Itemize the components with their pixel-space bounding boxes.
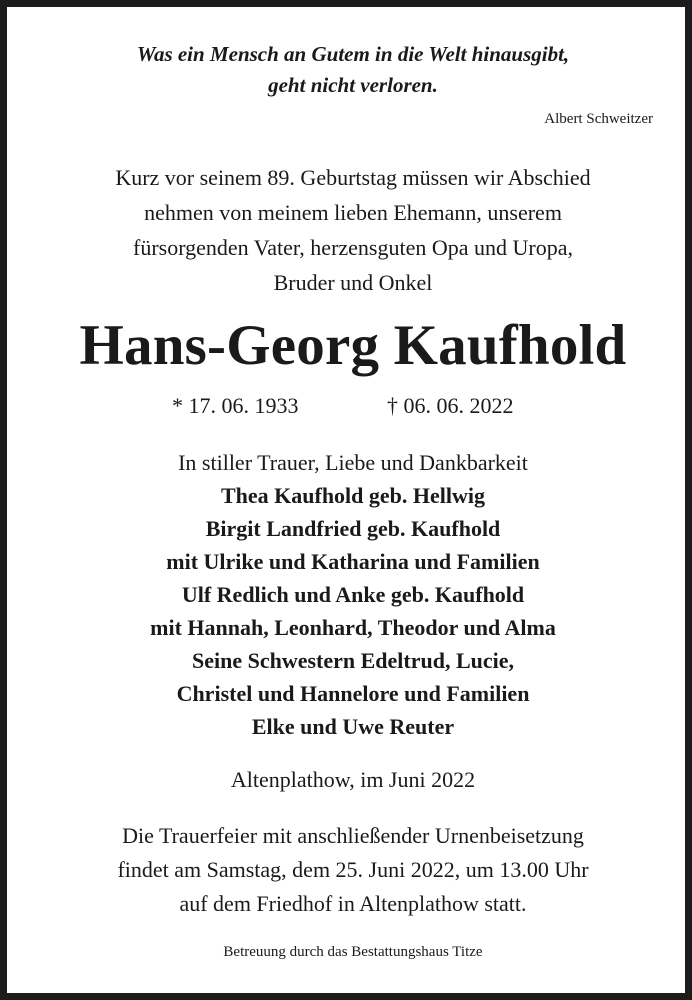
mourner-line: Birgit Landfried geb. Kaufhold	[205, 516, 501, 541]
mourner-line: Thea Kaufhold geb. Hellwig	[220, 483, 486, 508]
mourning-section	[7, 446, 692, 743]
death-date: † 06. 06. 2022	[387, 393, 514, 418]
quote-line-1: Was ein Mensch an Gutem in die Welt hinausgibt,	[136, 42, 570, 66]
mourners-list	[7, 479, 692, 743]
birth-date: * 17. 06. 1933	[172, 393, 299, 418]
funeral-info	[7, 819, 692, 921]
intro-line: Kurz vor seinem 89. Geburtstag müssen wir Abschied	[115, 165, 591, 190]
mourner-line: mit Ulrike und Katharina und Familien	[166, 549, 540, 574]
intro-line: Bruder und Onkel	[273, 270, 433, 295]
quote-author: Albert Schweitzer	[544, 111, 653, 127]
mourner-line: Elke und Uwe Reuter	[251, 714, 455, 739]
mourner-line: Ulf Redlich und Anke geb. Kaufhold	[181, 582, 525, 607]
mourner-line: mit Hannah, Leonhard, Theodor und Alma	[150, 615, 556, 640]
funeral-line: findet am Samstag, dem 25. Juni 2022, um 13.00 Uhr	[117, 857, 589, 882]
intro-text	[7, 160, 692, 300]
funeral-line: auf dem Friedhof in Altenplathow statt.	[179, 891, 527, 916]
funeral-line: Die Trauerfeier mit anschließender Urnenbeisetzung	[122, 823, 584, 848]
quote-line-2: geht nicht verloren.	[268, 73, 438, 97]
intro-line: nehmen von meinem lieben Ehemann, unserem	[144, 200, 562, 225]
deceased-name: Hans-Georg Kaufhold	[79, 314, 627, 377]
mourner-line: Christel und Hannelore und Familien	[176, 681, 530, 706]
life-dates	[7, 390, 692, 422]
undertaker-credit: Betreuung durch das Bestattungshaus Titze	[223, 944, 483, 960]
intro-line: fürsorgenden Vater, herzensguten Opa und Uropa,	[133, 235, 573, 260]
place-date: Altenplathow, im Juni 2022	[230, 767, 476, 792]
mourner-line: Seine Schwestern Edeltrud, Lucie,	[191, 648, 515, 673]
mourning-phrase: In stiller Trauer, Liebe und Dankbarkeit	[178, 450, 528, 475]
